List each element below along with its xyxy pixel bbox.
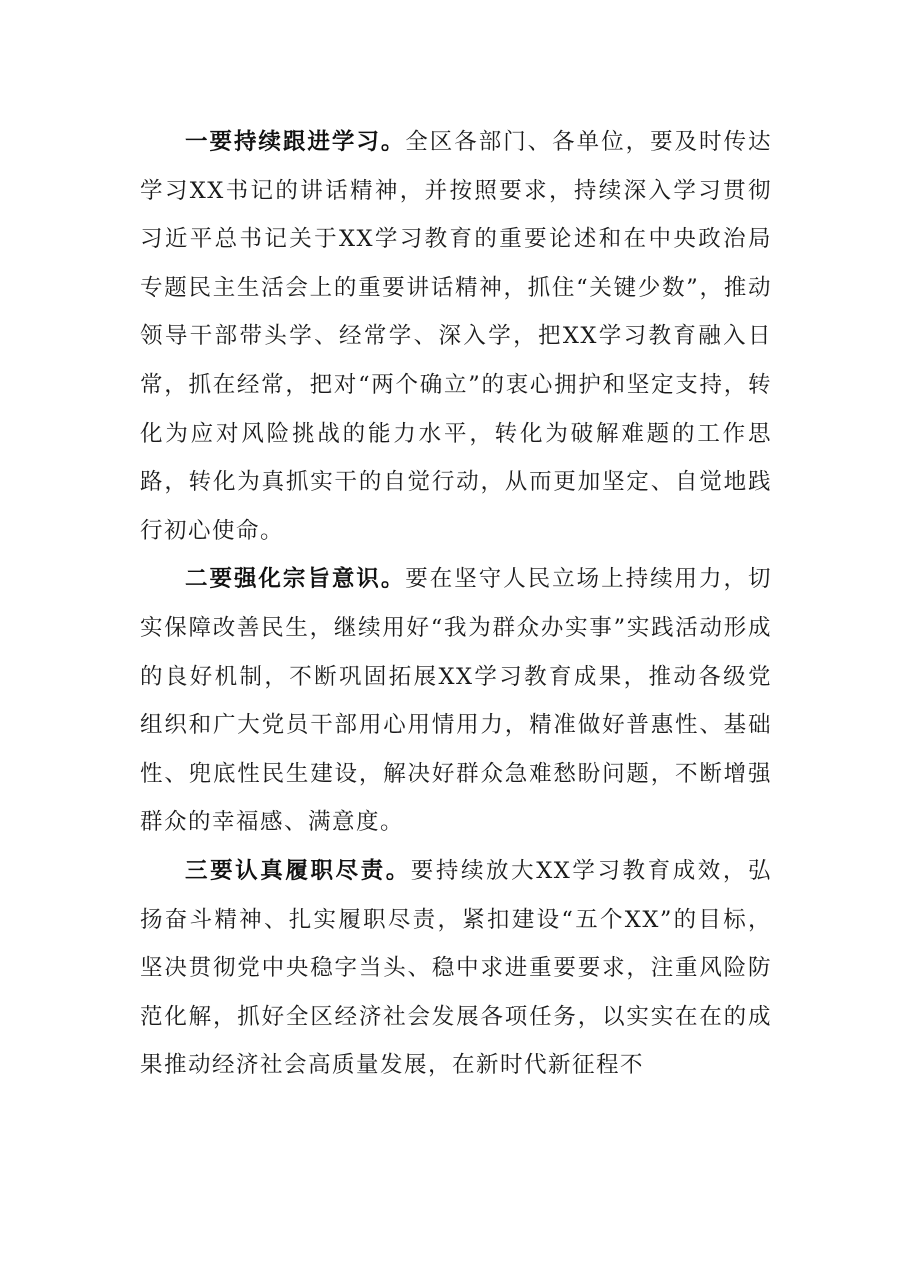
- paragraph-2: [140, 555, 772, 847]
- paragraph-1-text: 全区各部门、各单位，要及时传达学习XX书记的讲话精神，并按照要求，持续深入学习贯彻习近平总书记关于XX学习教育的重要论述和在中央政治局专题民主生活会上的重要讲话精神，抓住“关键少数”，推动领导干部带头学、经常学、深入学，把XX学习教育融入日常，抓在经常，把对“两个确立”的衷心拥护和坚定支持，转化为应对风险挑战的能力水平，转化为破解难题的工作思路，转化为真抓实干的自觉行动，从而更加坚定、自觉地践行初心使命。: [140, 129, 772, 544]
- paragraph-1: [140, 118, 772, 555]
- paragraph-2-text: 要在坚守人民立场上持续用力，切实保障改善民生，继续用好“我为群众办实事”实践活动形成的良好机制，不断巩固拓展XX学习教育成果，推动各级党组织和广大党员干部用心用情用力，精准做好普惠性、基础性、兜底性民生建设，解决好群众急难愁盼问题，不断增强群众的幸福感、满意度。: [140, 566, 772, 836]
- paragraph-3: [140, 847, 772, 1090]
- paragraph-3-heading: 三要认真履职尽责。: [185, 857, 411, 884]
- paragraph-3-text: 要持续放大XX学习教育成效，弘扬奋斗精神、扎实履职尽责，紧扣建设“五个XX”的目标，坚决贯彻党中央稳字当头、稳中求进重要要求，注重风险防范化解，抓好全区经济社会发展各项任务，以实实在在的成果推动经济社会高质量发展，在新时代新征程不: [140, 857, 772, 1079]
- document-body: [140, 118, 772, 1090]
- paragraph-1-heading: 一要持续跟进学习。: [185, 129, 406, 155]
- paragraph-2-heading: 二要强化宗旨意识。: [185, 566, 406, 593]
